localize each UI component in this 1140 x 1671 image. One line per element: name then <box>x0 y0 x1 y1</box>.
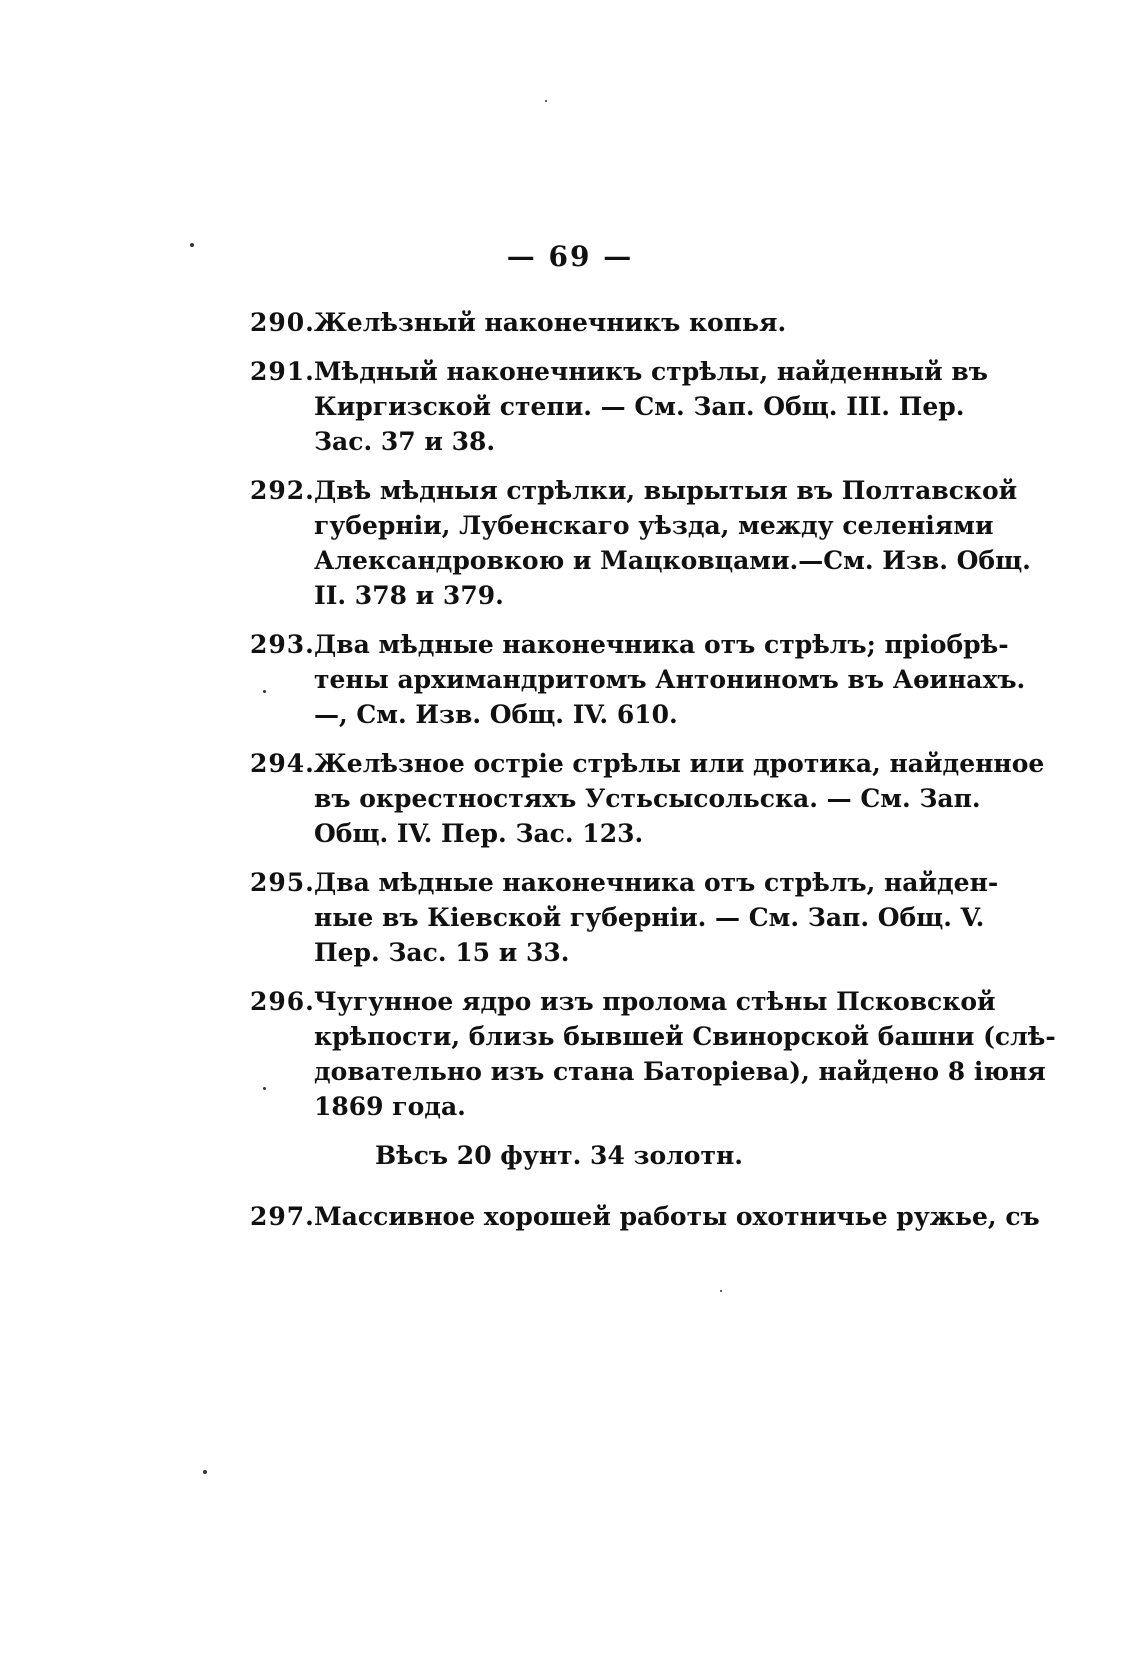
entry-line: Александровкою и Мацковцами.—См. Изв. Общ. <box>314 546 1031 575</box>
entry-line: II. 378 и 379. <box>314 581 504 610</box>
entry-line: Желѣзный наконечникъ копья. <box>314 308 787 337</box>
scan-speck <box>720 1290 722 1292</box>
entry-number: 292. <box>250 476 315 505</box>
entry-line: Чугунное ядро изъ пролома стѣны Псковской <box>314 987 996 1016</box>
weight-note: Вѣсъ 20 фунт. 34 золотн. <box>375 1141 743 1170</box>
entry-line: Массивное хорошей работы охотничье ружье, съ <box>314 1202 1040 1231</box>
entry-list <box>250 305 1056 1248</box>
entry-number: 296. <box>250 987 315 1016</box>
entry-296 <box>250 984 1056 1124</box>
entry-294 <box>250 746 1045 851</box>
entry-line: Киргизской степи. — См. Зап. Общ. III. Пер. <box>314 392 965 421</box>
entry-number: 290. <box>250 308 315 337</box>
entry-line: Желѣзное остріе стрѣлы или дротика, найденное <box>314 749 1045 778</box>
entry-number: 294. <box>250 749 315 778</box>
entry-line: крѣпости, близь бывшей Свинорской башни (слѣ- <box>314 1022 1056 1051</box>
entry-line: Два мѣдные наконечника отъ стрѣлъ; пріобрѣ- <box>314 630 1009 659</box>
scan-speck <box>190 243 194 247</box>
entry-line: Двѣ мѣдныя стрѣлки, вырытыя въ Полтавской <box>314 476 1018 505</box>
scan-speck <box>263 1087 266 1090</box>
entry-line: Общ. IV. Пер. Зас. 123. <box>314 819 644 848</box>
entry-line: 1869 года. <box>314 1092 466 1121</box>
entry-295 <box>250 865 999 970</box>
entry-number: 297. <box>250 1202 315 1231</box>
entry-297 <box>250 1199 1040 1234</box>
page-number: — 69 — <box>506 240 634 273</box>
entry-line: —, См. Изв. Общ. IV. 610. <box>314 700 678 729</box>
scan-speck <box>545 100 547 102</box>
entry-line: ные въ Кіевской губерніи. — См. Зап. Общ. V. <box>314 903 985 932</box>
entry-line: Зас. 37 и 38. <box>314 427 496 456</box>
entry-290 <box>250 305 880 340</box>
entry-line: тены архимандритомъ Антониномъ въ Аѳинахъ. <box>314 665 1026 694</box>
entry-number: 295. <box>250 868 315 897</box>
entry-number: 293. <box>250 630 315 659</box>
entry-number: 291. <box>250 357 315 386</box>
entry-line: Пер. Зас. 15 и 33. <box>314 938 570 967</box>
entry-line: Два мѣдные наконечника отъ стрѣлъ, найден- <box>314 868 999 897</box>
entry-line: довательно изъ стана Баторіева), найдено 8 іюня <box>314 1057 1046 1086</box>
entry-293 <box>250 627 1026 732</box>
entry-line: Мѣдный наконечникъ стрѣлы, найденный въ <box>314 357 988 386</box>
entry-line: въ окрестностяхъ Устьсысольска. — См. Зап. <box>314 784 981 813</box>
entry-291 <box>250 354 988 459</box>
scan-speck <box>203 1470 207 1474</box>
entry-line: губерніи, Лубенскаго уѣзда, между селеніями <box>314 511 994 540</box>
entry-292 <box>250 473 1031 613</box>
scan-speck <box>263 690 266 693</box>
